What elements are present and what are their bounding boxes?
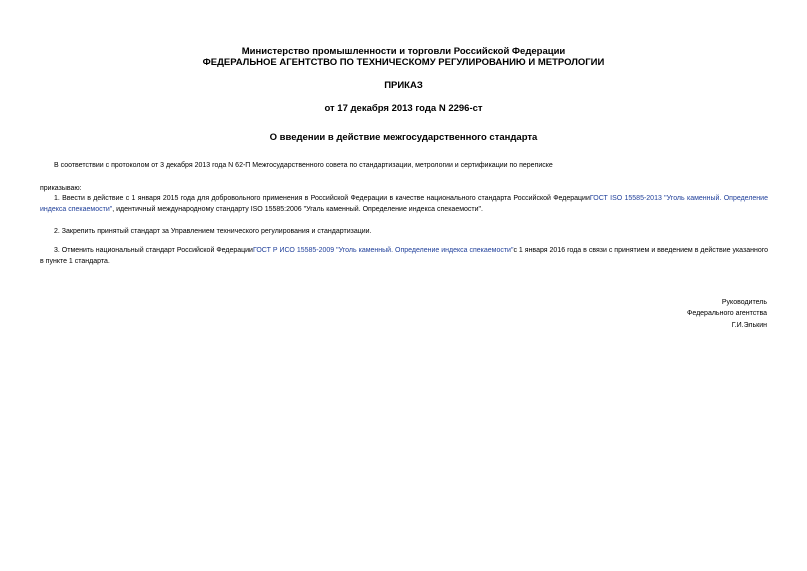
signatory-role-line-2: Федерального агентства xyxy=(687,310,767,317)
document-date-number: от 17 декабря 2013 года N 2296-ст xyxy=(324,103,483,114)
signatory-role-line-1: Руководитель xyxy=(721,299,767,306)
order-item-1-text: 1. Ввести в действие с 1 января 2015 года для добровольного применения в Российской Федерации в качестве национального стандарта Российской Федерации xyxy=(54,195,590,202)
preamble-paragraph: В соответствии с протоколом от 3 декабря 2013 года N 62-П Межгосударственного совета по стандартизации, метрологии и сертификации по переписке xyxy=(54,162,553,169)
order-item-2: 2. Закрепить принятый стандарт за Управлением технического регулирования и стандартизации. xyxy=(54,228,372,235)
agency-name: ФЕДЕРАЛЬНОЕ АГЕНТСТВО ПО ТЕХНИЧЕСКОМУ РЕГУЛИРОВАНИЮ И МЕТРОЛОГИИ xyxy=(202,57,605,68)
ministry-name: Министерство промышленности и торговли Российской Федерации xyxy=(241,46,566,57)
standard-link-gost-iso-15585-2013[interactable]: ГОСТ ISO 15585-2013 "Уголь каменный. Определение индекса спекаемости" xyxy=(40,195,768,213)
order-item-1 xyxy=(40,193,768,215)
order-item-1-tail: , идентичный международному стандарту ISO 15585:2006 "Угаль каменный. Определение индекса спекаемости". xyxy=(112,206,483,213)
order-word: приказываю: xyxy=(40,185,82,192)
order-item-3 xyxy=(40,245,768,267)
order-item-3-text: 3. Отменить национальный стандарт Российской Федерации xyxy=(54,247,253,254)
document-subject: О введении в действие межгосударственного стандарта xyxy=(269,132,538,143)
document-type: ПРИКАЗ xyxy=(384,80,423,91)
standard-link-gost-r-iso-15585-2009[interactable]: ГОСТ Р ИСО 15585-2009 "Уголь каменный. Определение индекса спекаемости" xyxy=(252,247,514,254)
signatory-name: Г.И.Элькин xyxy=(731,322,767,329)
order-item-3-tail: с 1 января 2016 года в связи с принятием и введением в действие указанного в пункте 1 стандарта. xyxy=(40,247,769,265)
